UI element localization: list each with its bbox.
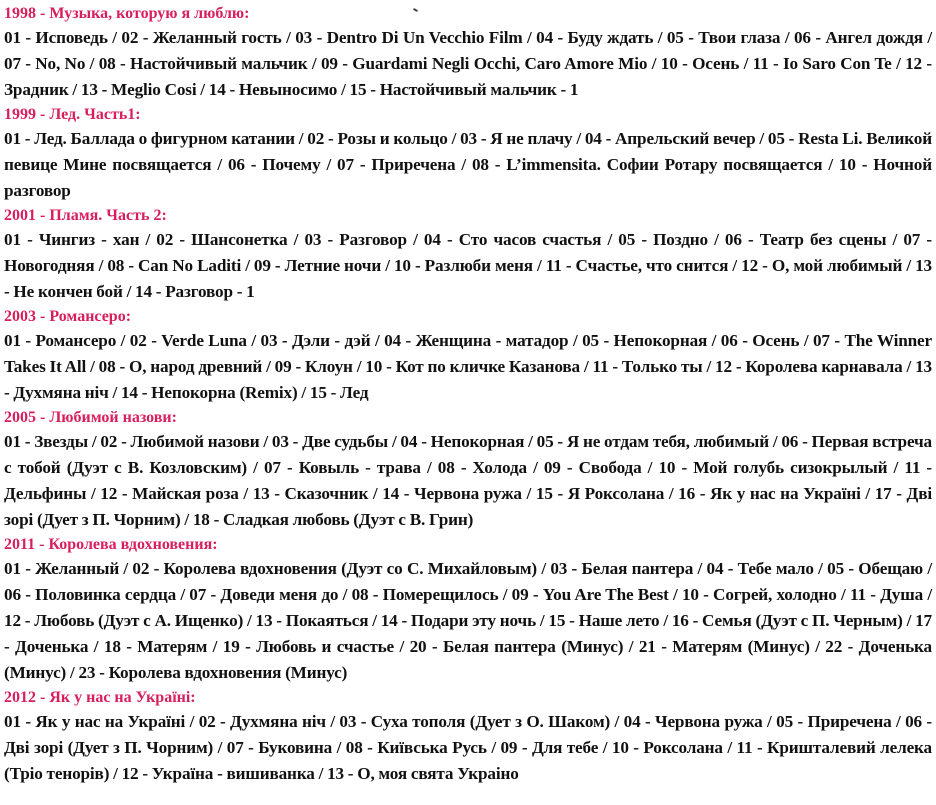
album-1999 bbox=[4, 103, 932, 204]
album-title: 2001 - Пламя. Часть 2: bbox=[4, 207, 167, 224]
album-title: 1999 - Лед. Часть1: bbox=[4, 106, 141, 123]
album-2001 bbox=[4, 204, 932, 305]
album-title: 2012 - Як у нас на Україні: bbox=[4, 689, 196, 706]
album-2011 bbox=[4, 533, 932, 686]
album-title: 1998 - Музыка, которую я люблю: bbox=[4, 5, 250, 22]
album-tracklist: 01 - Чингиз - хан / 02 - Шансонетка / 03 - Разговор / 04 - Сто часов счастья / 05 - Поздно / 06 - Театр без сцены / 07 - Новогодняя / 08 - Can No Laditi / 09 - Летние ночи / 10 - Разлюби меня / 11 - Счастье, что снится / 12 - О, мой любимый / 13 - Не кончен бой / 14 - Разговор - 1 bbox=[4, 230, 932, 301]
album-tracklist: 01 - Желанный / 02 - Королева вдохновения (Дуэт со С. Михайловым) / 03 - Белая пантера / 04 - Тебе мало / 05 - Обещаю / 06 - Половинка сердца / 07 - Доведи меня до / 08 - Померещилось / 09 - You Are The Best / 10 - Согрей, холодно / 11 - Душа / 12 - Любовь (Дуэт с А. Ищенко) / 13 - Покаяться / 14 - Подари эту ночь / 15 - Наше лето / 16 - Семья (Дуэт с П. Черным) / 17 - Доченька / 18 - Матерям / 19 - Любовь и счастье / 20 - Белая пантера (Минус) / 21 - Матерям (Минус) / 22 - Доченька (Минус) / 23 - Королева вдохновения (Минус) bbox=[4, 559, 932, 682]
album-tracklist: 01 - Як у нас на Україні / 02 - Духмяна ніч / 03 - Суха тополя (Дует з О. Шаком) / 04 - Червона ружа / 05 - Приречена / 06 - Дві зорі (Дует з П. Чорним) / 07 - Буковина / 08 - Київська Русь / 09 - Для тебе / 10 - Роксолана / 11 - Кришталевий лелека (Тріо тенорів) / 12 - Україна - вишиванка / 13 - О, моя свята Украіно bbox=[4, 712, 932, 783]
album-tracklist: 01 - Лед. Баллада о фигурном катании / 02 - Розы и кольцо / 03 - Я не плачу / 04 - Апрельский вечер / 05 - Resta Li. Великой певице Мине посвящается / 06 - Почему / 07 - Приречена / 08 - L’immensita. Софии Ротару посвящается / 10 - Ночной разговор bbox=[4, 129, 932, 200]
album-tracklist: 01 - Исповедь / 02 - Желанный гость / 03 - Dentro Di Un Vecchio Film / 04 - Буду ждать / 05 - Твои глаза / 06 - Ангел дождя / 07 - No, No / 08 - Настойчивый мальчик / 09 - Guardami Negli Occhi, Caro Amore Mio / 10 - Осень / 11 - Io Saro Con Te / 12 - Зрадник / 13 - Meglio Cosi / 14 - Невыносимо / 15 - Настойчивый мальчик - 1 bbox=[4, 28, 932, 99]
album-2012 bbox=[4, 686, 932, 787]
album-title: 2003 - Романсеро: bbox=[4, 308, 132, 325]
album-tracklist: 01 - Романсеро / 02 - Verde Luna / 03 - Дэли - дэй / 04 - Женщина - матадор / 05 - Непокорная / 06 - Осень / 07 - The Winner Takes It All / 08 - О, народ древний / 09 - Клоун / 10 - Кот по кличке Казанова / 11 - Только ты / 12 - Королева карнавала / 13 - Духмяна ніч / 14 - Непокорна (Remix) / 15 - Лед bbox=[4, 331, 932, 402]
album-2005 bbox=[4, 406, 932, 533]
album-title: 2011 - Королева вдохновения: bbox=[4, 536, 218, 553]
album-2003 bbox=[4, 305, 932, 406]
album-tracklist: 01 - Звезды / 02 - Любимой назови / 03 - Две судьбы / 04 - Непокорная / 05 - Я не отдам тебя, любимый / 06 - Первая встреча с тобой (Дуэт с В. Козловским) / 07 - Ковыль - трава / 08 - Холода / 09 - Свобода / 10 - Мой голубь сизокрылый / 11 - Дельфины / 12 - Майская роза / 13 - Сказочник / 14 - Червона ружа / 15 - Я Роксолана / 16 - Як у нас на Україні / 17 - Дві зорі (Дует з П. Чорним) / 18 - Сладкая любовь (Дуэт с В. Грин) bbox=[4, 432, 932, 529]
album-1998 bbox=[4, 2, 932, 103]
album-title: 2005 - Любимой назови: bbox=[4, 409, 177, 426]
